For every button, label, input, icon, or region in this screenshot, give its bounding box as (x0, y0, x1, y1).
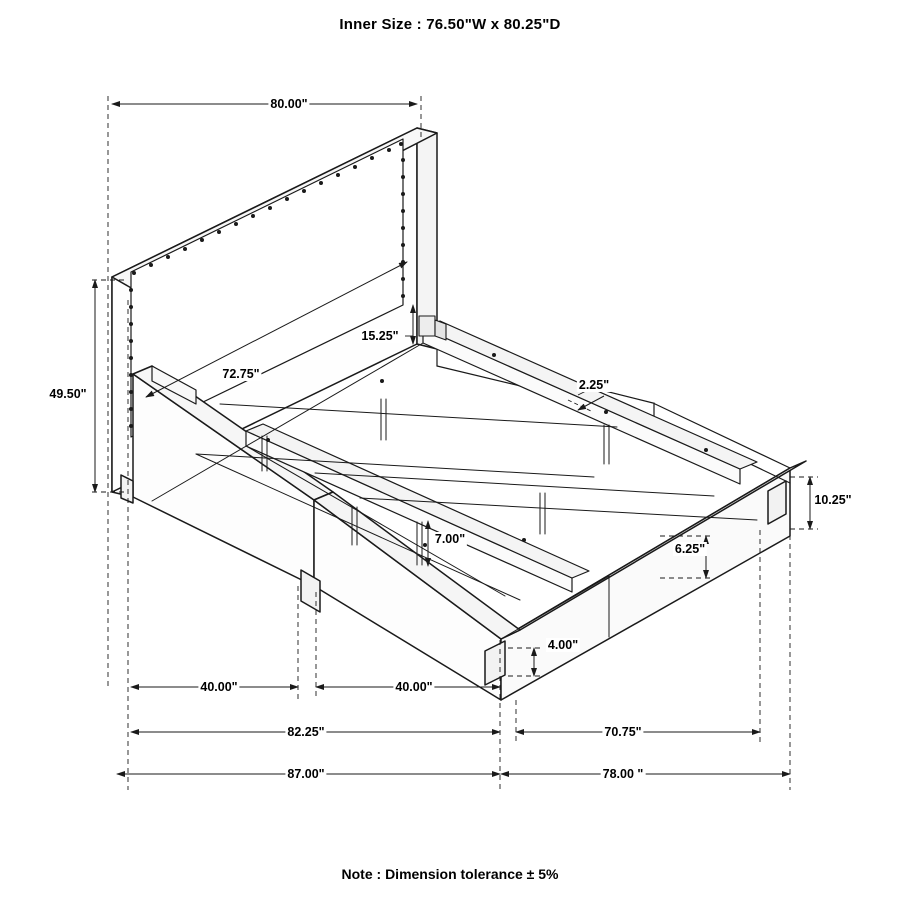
dim-label-footboard-height: 10.25" (814, 493, 852, 507)
dim-label-overall-width: 78.00 " (602, 767, 644, 781)
dim-label-headboard-width: 80.00" (270, 97, 308, 111)
dim-label-slat-clearance: 7.00" (434, 532, 466, 546)
dim-label-bed-depth-inner: 82.25" (287, 725, 325, 739)
dim-label-rail-height: 6.25" (674, 542, 706, 556)
rail-bracket (419, 316, 446, 340)
dim-label-headboard-panel-height: 15.25" (361, 329, 399, 343)
bed-illustration (112, 128, 806, 700)
dim-label-side-rail-length: 72.75" (222, 367, 260, 381)
dim-label-left-leg-span: 40.00" (200, 680, 238, 694)
tolerance-note: Note : Dimension tolerance ± 5% (341, 866, 559, 882)
page-title: Inner Size : 76.50"W x 80.25"D (339, 16, 561, 33)
dim-label-headboard-height: 49.50" (49, 387, 87, 401)
dim-label-overall-depth: 87.00" (287, 767, 325, 781)
dim-label-right-leg-span: 40.00" (395, 680, 433, 694)
dim-label-leg-height: 4.00" (547, 638, 579, 652)
dim-label-bed-width-inner: 70.75" (604, 725, 642, 739)
dim-label-rail-thickness: 2.25" (578, 378, 610, 392)
